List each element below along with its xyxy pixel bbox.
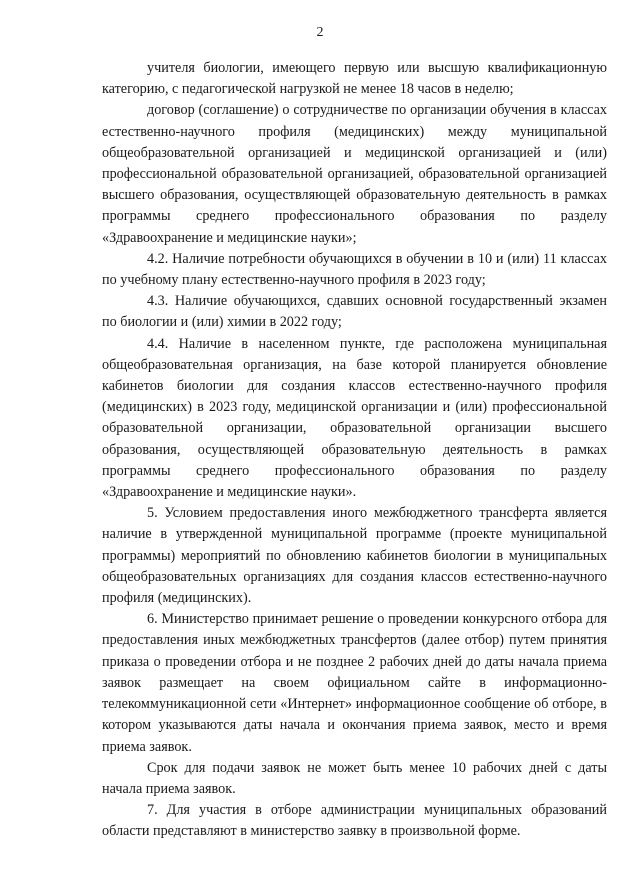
paragraph-4-2: 4.2. Наличие потребности обучающихся в обучении в 10 и (или) 11 классах по учебному плану естественно-научного профиля в 2023 году; bbox=[102, 250, 607, 289]
paragraph-4-3: 4.3. Наличие обучающихся, сдавших основной государственный экзамен по биологии и (или) химии в 2022 году; bbox=[102, 293, 607, 331]
paragraph-6: 6. Министерство принимает решение о проведении конкурсного отбора для предоставления иных межбюджетных трансфертов (далее отбор) путем принятия приказа о проведении отбора и не позднее 2 рабочих дней до даты начала приема заявок размещает на своем официальном сайте в информационно-телекоммуникационной сети «Интернет» информационное сообщение об отборе, в котором указываются даты начала и окончания приема заявок, место и время приема заявок. bbox=[102, 611, 607, 755]
document-body bbox=[102, 58, 607, 843]
page-number: 2 bbox=[316, 25, 324, 40]
paragraph-teacher-requirement: учителя биологии, имеющего первую или высшую квалификационную категорию, с педагогической нагрузкой не менее 18 часов в неделю; bbox=[102, 60, 607, 98]
paragraph-cooperation-agreement: договор (соглашение) о сотрудничестве по организации обучения в классах естественно-научного профиля (медицинских) между муниципальной общеобразовательной организацией и медицинской организацией и (или) профессиональной образовательной организацией, образовательной организацией высшего образования, осуществляющей образовательную деятельность в рамках программы среднего профессионального образования по разделу «Здравоохранение и медицинские науки»; bbox=[102, 102, 607, 246]
paragraph-application-deadline: Срок для подачи заявок не может быть менее 10 рабочих дней с даты начала приема заявок. bbox=[102, 759, 607, 797]
paragraph-4-4: 4.4. Наличие в населенном пункте, где расположена муниципальная общеобразовательная организация, на базе которой планируется обновление кабинетов биологии для создания классов естественно-научного профиля (медицинских) в 2023 году, медицинской организации и (или) профессиональной образовательной организации, образовательной организации высшего образования, осуществляющей образовательную деятельность в рамках программы среднего профессионального образования по разделу «Здравоохранение и медицинские науки». bbox=[102, 335, 607, 501]
paragraph-5: 5. Условием предоставления иного межбюджетного трансферта является наличие в утвержденной муниципальной программе (проекте муниципальной программы) мероприятий по обновлению кабинетов биологии в муниципальных общеобразовательных организациях для создания классов естественно-научного профиля (медицинских). bbox=[102, 505, 607, 607]
paragraph-7: 7. Для участия в отборе администрации муниципальных образований области представляют в министерство заявку в произвольной форме. bbox=[102, 802, 607, 840]
